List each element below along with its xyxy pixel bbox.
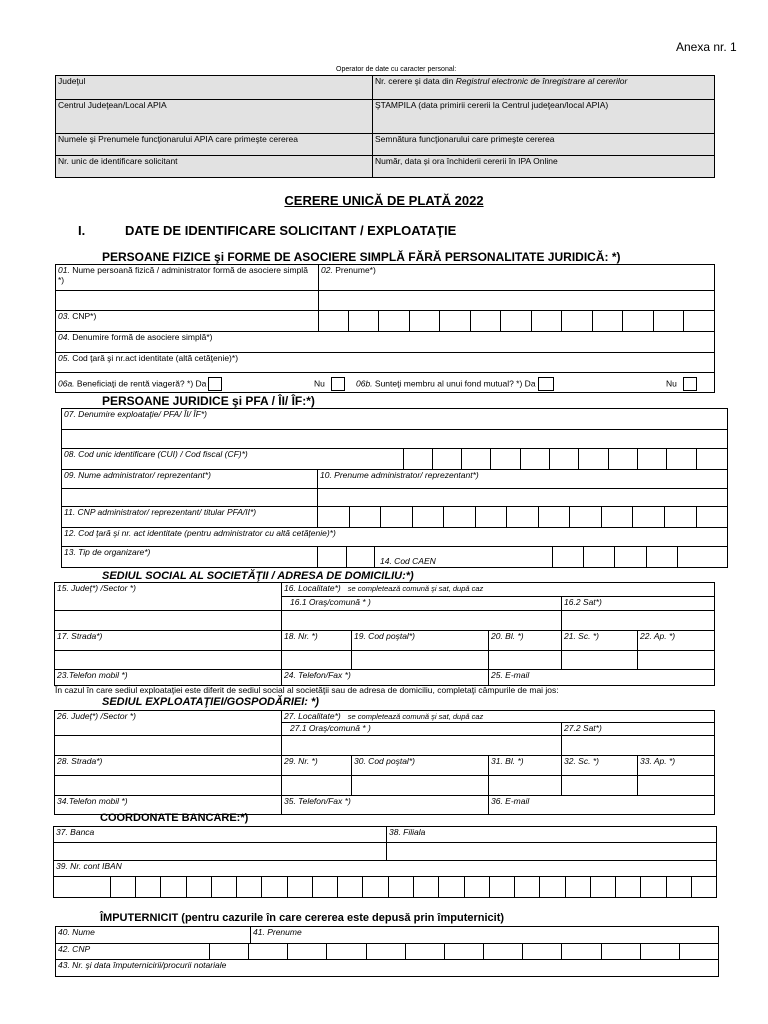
annex-label: Anexa nr. 1 [676,40,737,54]
cui-digit[interactable] [638,449,667,470]
f25-cell[interactable]: 25. E-mail [489,670,715,686]
f27-cell[interactable]: 27. Localitate*) se completează comună şi sat, după caz [282,711,715,723]
f41-cell[interactable]: 41. Prenume [251,927,719,944]
f13-cell: 13. Tip de organizare*) [62,547,318,568]
f04-cell[interactable]: 04. Denumire formă de asociere simplă*) [56,332,715,353]
f01-value[interactable] [56,291,319,311]
f19-value[interactable] [352,651,489,670]
f31-value[interactable] [489,776,562,796]
f30-value[interactable] [352,776,489,796]
iban-digits[interactable] [54,877,717,898]
f02-value[interactable] [319,291,715,311]
f19-cell[interactable]: 19. Cod poştal*) [352,631,489,651]
f20-cell[interactable]: 20. Bl. *) [489,631,562,651]
f34-cell[interactable]: 34.Telefon mobil *) [55,796,282,815]
f02-cell[interactable]: 02. Prenume*) [319,265,715,291]
f29-value[interactable] [282,776,352,796]
cnp-digit[interactable] [654,311,684,332]
f27-2-cell[interactable]: 27.2 Sat*) [562,723,715,736]
f20-value[interactable] [489,651,562,670]
f11-cell: 11. CNP administrator/ reprezentant/ titular PFA/II*) [62,507,318,528]
header-table [55,75,715,178]
f16-2-value[interactable] [562,611,715,631]
nr-cerere-cell[interactable]: Nr. cerere şi data din Registrul electronic de înregistrare al cererilor [373,76,715,100]
cnp-digit[interactable] [562,311,593,332]
nume-functionar-cell[interactable]: Numele şi Prenumele funcţionarului APIA care primeşte cererea [56,134,373,156]
imp-title: ÎMPUTERNICIT (pentru cazurile în care cererea este depusă prin împuternicit) [100,912,505,924]
f07-cell[interactable]: 07. Denumire exploataţie/ PFA/ ÎI/ ÎF*) [62,409,728,430]
cnp-digit[interactable] [471,311,501,332]
f37-value[interactable] [54,843,387,861]
pj-table [61,408,728,568]
cnp-digit[interactable] [623,311,654,332]
tip-org-box[interactable] [318,547,347,568]
f18-cell[interactable]: 18. Nr. *) [282,631,352,651]
f32-cell[interactable]: 32. Sc. *) [562,756,638,776]
f43-cell[interactable]: 43. Nr. şi data împuternicirii/procurii notariale [56,960,719,977]
page-title: CERERE UNICĂ DE PLATĂ 2022 [284,193,484,208]
cui-digit[interactable] [491,449,521,470]
f33-value[interactable] [638,776,715,796]
pj-title: PERSOANE JURIDICE şi PFA / ÎI/ ÎF:*) [102,394,315,408]
cnp-digit[interactable] [593,311,623,332]
f37-cell[interactable]: 37. Banca [54,827,387,843]
f16-cell[interactable]: 16. Localitate*) se completează comună şi sat, după caz [282,583,715,597]
f35-cell[interactable]: 35. Telefon/Fax *) [282,796,489,815]
f21-cell[interactable]: 21. Sc. *) [562,631,638,651]
imp-cnp-digits[interactable] [210,944,719,960]
cnp-digit[interactable] [349,311,379,332]
numar-data-cell[interactable]: Număr, data și ora închiderii cererii în IPA Online [373,156,715,178]
section-title: DATE DE IDENTIFICARE SOLICITANT / EXPLOATAŢIE [125,223,457,238]
centrul-cell[interactable]: Centrul Judeţean/Local APIA [56,100,373,134]
f07-value[interactable] [62,430,728,449]
f10-value[interactable] [318,489,728,507]
cui-digit[interactable] [609,449,638,470]
f16-2-cell[interactable]: 16.2 Sat*) [562,597,715,611]
bank-title: COORDONATE BANCARE:*) [100,812,249,824]
cui-digit[interactable] [579,449,609,470]
f06-row: 06a. Beneficiaţi de rentă viageră? *) Da Nu 06b. Sunteţi membru al unui fond mutual? *) Da Nu [56,373,715,393]
f22-value[interactable] [638,651,715,670]
f27-1-value[interactable] [282,736,562,756]
cui-digit[interactable] [404,449,433,470]
f09-cell[interactable]: 09. Nume administrator/ reprezentant*) [62,470,318,489]
f42-cell: 42. CNP [56,944,210,960]
cui-digit[interactable] [667,449,697,470]
f08-cell: 08. Cod unic identificare (CUI) / Cod fiscal (CF)*) [62,449,404,470]
cnp-digit[interactable] [532,311,562,332]
renta-nu-checkbox[interactable] [331,377,345,391]
cui-digit[interactable] [697,449,728,470]
f22-cell[interactable]: 22. Ap. *) [638,631,715,651]
f23-cell[interactable]: 23.Telefon mobil *) [55,670,282,686]
cui-digit[interactable] [433,449,462,470]
f17-cell[interactable]: 17. Strada*) [55,631,282,651]
f38-cell[interactable]: 38. Filiala [387,827,717,843]
f24-cell[interactable]: 24. Telefon/Fax *) [282,670,489,686]
nr-unic-cell[interactable]: Nr. unic de identificare solicitant [56,156,373,178]
cnp-digit[interactable] [501,311,532,332]
cnp-admin-digits[interactable] [318,507,728,528]
f01-cell[interactable]: 01. Nume persoană fizică / administrator formă de asociere simplă *) [56,265,319,291]
f28-cell[interactable]: 28. Strada*) [55,756,282,776]
tip-org-box[interactable] [346,547,375,568]
f29-cell[interactable]: 29. Nr. *) [282,756,352,776]
f12-cell[interactable]: 12. Cod ţară şi nr. act identitate (pentru administrator cu altă cetăţenie)*) [62,528,728,547]
f16-1-value[interactable] [282,611,562,631]
sediu-title: SEDIUL SOCIAL AL SOCIETĂŢII / ADRESA DE DOMICILIU:*) [102,570,414,582]
f27-2-value[interactable] [562,736,715,756]
f36-cell[interactable]: 36. E-mail [489,796,715,815]
f15-value[interactable] [55,611,282,631]
expl-title: SEDIUL EXPLOATAŢIEI/GOSPODĂRIEI: *) [102,696,319,708]
f10-cell[interactable]: 10. Prenume administrator/ reprezentant*) [318,470,728,489]
pf-table [55,264,715,393]
semnatura-cell[interactable]: Semnătura funcţionarului care primeşte cererea [373,134,715,156]
f31-cell[interactable]: 31. Bl. *) [489,756,562,776]
f38-value[interactable] [387,843,717,861]
f15-cell[interactable]: 15. Judeţ*) /Sector *) [55,583,282,611]
judet-cell[interactable]: Judeţul [56,76,373,100]
cnp-digit[interactable] [379,311,410,332]
cui-digit[interactable] [462,449,491,470]
f16-1-cell[interactable]: 16.1 Oraş/comună * ) [282,597,562,611]
f18-value[interactable] [282,651,352,670]
f26-value[interactable] [55,736,282,756]
sediu-table [54,582,715,686]
cnp-digit[interactable] [684,311,715,332]
cnp-digit[interactable] [410,311,440,332]
f14-label: 14. Cod CAEN [380,556,436,566]
f33-cell[interactable]: 33. Ap. *) [638,756,715,776]
pf-title: PERSOANE FIZICE şi FORME DE ASOCIERE SIMPLĂ FĂRĂ PERSONALITATE JURIDICĂ: *) [102,250,621,264]
operator-note: Operator de date cu caracter personal: [336,66,457,73]
f09-value[interactable] [62,489,318,507]
f17-value[interactable] [55,651,282,670]
cnp-digit[interactable] [319,311,349,332]
section-number: I. [78,223,86,238]
imp-table [55,926,719,977]
f26-cell[interactable]: 26. Judeţ*) /Sector *) [55,711,282,736]
bank-table [53,826,717,898]
f03-cell: 03. CNP*) [56,311,319,332]
sediu-note: În cazul în care sediul exploataţiei este diferit de sediul social al societăţii sau de adresa de domiciliu, completaţi câmpurile de mai jos: [55,685,559,695]
expl-table [54,710,715,815]
fond-da-checkbox[interactable] [538,377,554,391]
f27-1-cell[interactable]: 27.1 Oraş/comună * ) [282,723,562,736]
cui-digit[interactable] [550,449,579,470]
stampila-cell[interactable]: ŞTAMPILA (data primirii cererii la Centrul judeţean/local APIA) [373,100,715,134]
f21-value[interactable] [562,651,638,670]
renta-da-checkbox[interactable] [208,377,222,391]
f39-cell[interactable]: 39. Nr. cont IBAN [54,861,717,877]
cui-digit[interactable] [521,449,550,470]
f28-value[interactable] [55,776,282,796]
cnp-digit[interactable] [440,311,471,332]
f40-cell[interactable]: 40. Nume [56,927,251,944]
f32-value[interactable] [562,776,638,796]
f05-cell[interactable]: 05. Cod ţară şi nr.act identitate (altă cetăţenie)*) [56,353,715,373]
caen-digits[interactable] [552,547,708,568]
fond-nu-checkbox[interactable] [683,377,697,391]
f30-cell[interactable]: 30. Cod poştal*) [352,756,489,776]
